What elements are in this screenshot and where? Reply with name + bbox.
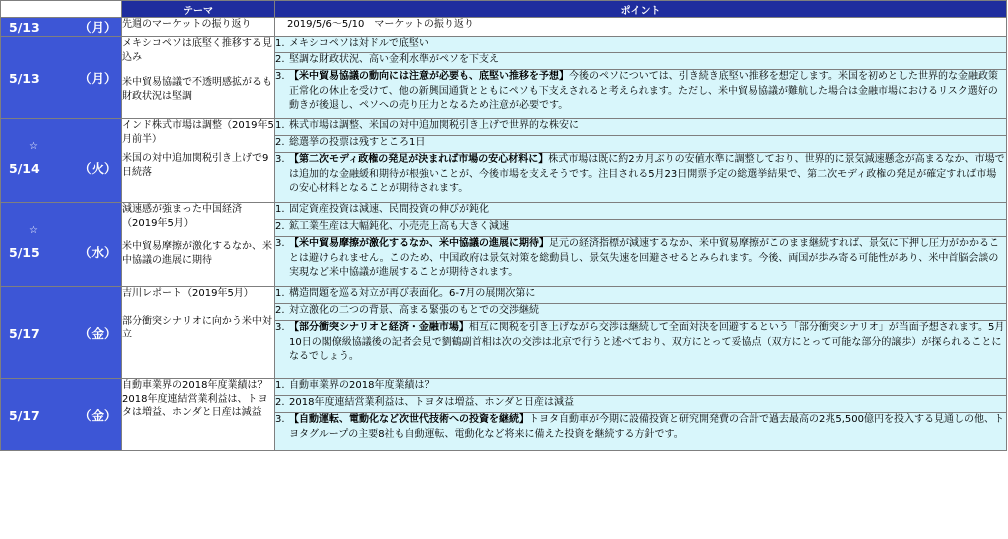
- point-3: 3. 【第二次モディ政権の発足が決まれば市場の安心材料に】株式市場は既に約2カ月ぶりの安値水準に調整しており、世界的に景気減速懸念が高まるなか、市場では追加的な金融緩和期待が根強いことが、今後市場を支えそうです。注目される5月23日開票予定の総選挙結果で、第二次モディ政権の発足が確定すれば市場の安心材料となることが期待されます。: [275, 153, 1007, 203]
- theme-title: 自動車業界の2018年度業績は？: [122, 380, 268, 391]
- point-2: 2. 総選挙の投票は残すところ1日: [275, 136, 1007, 153]
- theme-subtitle: 米中貿易摩擦が激化するなか、米中協議の進展に期待: [122, 241, 272, 266]
- point-1: 1. 構造問題を巡る対立が再び表面化。6-7月の展開次第に: [275, 287, 1007, 304]
- weekday: （水）: [79, 244, 117, 260]
- weekday: （火）: [79, 160, 117, 176]
- header-row: [1, 1, 1007, 18]
- date: 5/13: [9, 20, 40, 35]
- date-cell: [1, 203, 122, 287]
- table-row: [1, 18, 1007, 37]
- star-icon: ☆: [29, 140, 38, 152]
- theme-cell: [122, 119, 275, 203]
- theme-cell: [122, 379, 275, 451]
- theme-subtitle: 米国の対中追加関税引き上げで9日続落: [122, 153, 269, 178]
- point-1: 1. 自動車業界の2018年度業績は？: [275, 379, 1007, 396]
- point-3: 3. 【米中貿易協議の動向には注意が必要も、底堅い推移を予想】今後のペソについては、引き続き底堅い推移を想定します。米国を初めとした世界的な金融政策正常化の休止を受けて、他の新興国通貨とともにペソも下支えされると考えられます。ただし、米中貿易協議が難航した場合は金融市場におけるリスク選好の動きが後退し、ペソへの売り圧力となるため注意が必要です。: [275, 70, 1007, 119]
- header-blank: [1, 1, 122, 18]
- star-icon: ☆: [29, 224, 38, 236]
- theme-subtitle: 米中貿易協議で不透明感拡がるも財政状況は堅調: [122, 77, 272, 102]
- date: 5/17: [9, 407, 40, 423]
- point-2: 2. 堅調な財政状況、高い金利水準がペソを下支え: [275, 53, 1007, 70]
- theme-title: メキシコペソは底堅く推移する見込み: [122, 38, 272, 63]
- point-3: 3. 【自動運転、電動化など次世代技術への投資を継続】トヨタ自動車が今期に設備投資と研究開発費の合計で過去最高の2兆5,500億円を投入する見通しの他、トヨタグループの主要8社も自動運転、電動化など将来に備えた投資を継続する方針です。: [275, 413, 1007, 451]
- theme-title: インド株式市場は調整（2019年5月前半）: [122, 120, 274, 145]
- table-row: [1, 119, 1007, 136]
- point-1: 1. 固定資産投資は減速、民間投資の伸びが鈍化: [275, 203, 1007, 220]
- point-1: 1. 株式市場は調整、米国の対中追加関税引き上げで世界的な株安に: [275, 119, 1007, 136]
- theme-title: 減速感が強まった中国経済（2019年5月）: [122, 204, 242, 229]
- table-row: [1, 379, 1007, 396]
- theme-title: 吉川レポート（2019年5月）: [122, 288, 254, 299]
- point-2: 2. 2018年度連結営業利益は、トヨタは増益、ホンダと日産は減益: [275, 396, 1007, 413]
- weekday: （金）: [79, 407, 117, 423]
- point-cell: [275, 18, 1007, 37]
- table-row: [1, 203, 1007, 220]
- date-cell: [1, 37, 122, 119]
- date-cell: [1, 379, 122, 451]
- point-text: 2019/5/6～5/10 マーケットの振り返り: [287, 19, 474, 30]
- date: 5/15: [9, 244, 40, 260]
- theme-cell: [122, 37, 275, 119]
- date-cell: [1, 287, 122, 379]
- weekday: （金）: [79, 325, 117, 341]
- theme-subtitle: 部分衝突シナリオに向かう米中対立: [122, 315, 272, 340]
- date: 5/13: [9, 70, 40, 86]
- date: 5/14: [9, 160, 40, 176]
- header-point: ポイント: [275, 1, 1007, 18]
- header-theme: テーマ: [122, 1, 275, 18]
- date: 5/17: [9, 325, 40, 341]
- weekday: （月）: [79, 70, 117, 86]
- table-row: [1, 37, 1007, 53]
- theme-subtitle: 2018年度連結営業利益は、トヨタは増益、ホンダと日産は減益: [122, 393, 268, 418]
- date-cell: [1, 119, 122, 203]
- point-2: 2. 鉱工業生産は大幅鈍化、小売売上高も大きく減速: [275, 220, 1007, 237]
- point-3: 3. 【部分衝突シナリオと経済・金融市場】相互に関税を引き上げながら交渉は継続して全面対決を回避するという「部分衝突シナリオ」が当面予想されます。5月10日の閣僚級協議後の記者会見で劉鶴副首相は次の交渉は北京で行うと述べており、双方にとって妥協点（双方にとって可能な部分的譲歩）が探られることになるでしょう。: [275, 321, 1007, 379]
- date-cell: [1, 18, 122, 37]
- point-2: 2. 対立激化の二つの背景、高まる緊張のもとでの交渉継続: [275, 304, 1007, 321]
- theme-cell: [122, 203, 275, 287]
- theme-cell: 先週のマーケットの振り返り: [122, 18, 275, 37]
- point-3: 3. 【米中貿易摩擦が激化するなか、米中協議の進展に期待】足元の経済指標が減速するなか、米中貿易摩擦がこのまま継続すれば、景気に下押し圧力がかかることは避けられません。このため、中国政府は景気対策を総動員し、景気失速を回避させるとみられます。今後、両国が歩み寄る可能性があり、米中首脳会談の実現など米中協議が進展することが期待されます。: [275, 237, 1007, 287]
- theme-cell: [122, 287, 275, 379]
- table-row: [1, 287, 1007, 304]
- point-1: 1. メキシコペソは対ドルで底堅い: [275, 37, 1007, 53]
- weekday: （月）: [79, 20, 117, 35]
